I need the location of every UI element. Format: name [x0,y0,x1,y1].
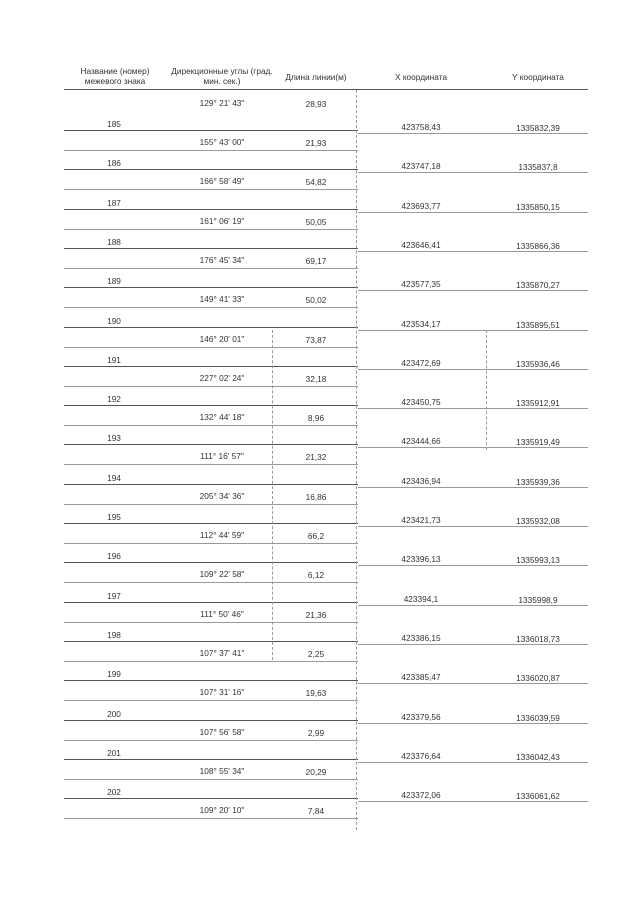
segment-angle: 166° 58' 49" [199,176,245,187]
point-x-coordinate: 423747,18 [401,161,441,172]
segment-separator [64,307,358,308]
segment-length: 21,93 [305,138,327,148]
segment-separator [64,779,358,780]
segment-length: 2,25 [307,648,325,659]
row-separator-right [358,565,588,566]
row-separator-right [358,133,588,134]
point-name: 189 [107,276,121,287]
row-separator-right [358,762,588,763]
header-length: Длина линии(м) [285,72,347,82]
row-separator-right [358,369,588,370]
segment-length: 21,32 [305,452,327,463]
column-divider-angle-length [272,330,273,660]
point-name: 197 [107,590,121,601]
point-y-coordinate: 1336020,87 [516,673,560,684]
point-name: 199 [107,669,121,680]
row-separator-right [358,487,588,488]
first-segment-angle: 129° 21' 43" [199,98,245,108]
point-y-coordinate: 1336042,43 [516,751,560,762]
row-separator-left [64,248,358,249]
segment-length: 8,96 [307,413,325,424]
segment-separator [64,700,358,701]
segment-separator [64,622,358,623]
segment-angle: 108° 55' 34" [199,765,245,776]
segment-length: 50,05 [305,216,327,227]
segment-angle: 149° 41' 33" [199,294,245,305]
row-separator-right [358,526,588,527]
point-x-coordinate: 423758,43 [401,122,441,132]
segment-separator [64,464,358,465]
row-separator-right [358,212,588,213]
segment-length: 66,2 [307,531,325,541]
point-x-coordinate: 423646,41 [401,239,441,250]
point-x-coordinate: 423450,75 [401,397,441,408]
point-x-coordinate: 423472,69 [401,357,441,368]
row-separator-left [64,523,358,524]
segment-separator [64,543,358,544]
segment-length: 20,29 [305,766,327,777]
point-y-coordinate: 1335895,51 [516,319,560,330]
row-separator-left [64,209,358,210]
point-y-coordinate: 1335850,15 [516,201,560,212]
point-x-coordinate: 423577,35 [401,279,441,290]
row-separator-right [358,644,588,645]
segment-angle: 109° 22' 58" [199,569,245,580]
segment-separator [64,347,358,348]
row-separator-left [64,680,358,681]
row-separator-right [358,172,588,173]
point-name: 187 [107,197,121,208]
segment-length: 73,87 [305,334,327,345]
point-name: 193 [107,433,121,444]
point-name: 190 [107,315,121,326]
segment-angle: 111° 16' 57" [200,451,244,462]
point-name: 188 [107,236,121,247]
segment-length: 69,17 [305,255,327,266]
row-separator-left [64,798,358,799]
row-separator-right [358,605,588,606]
point-y-coordinate: 1335936,46 [516,358,560,369]
point-name: 198 [107,629,121,640]
segment-length: 2,99 [307,727,325,738]
segment-separator [64,582,358,583]
point-x-coordinate: 423394,1 [403,593,439,604]
row-separator-left [64,484,358,485]
segment-angle: 107° 31' 16" [199,687,245,698]
segment-length: 32,18 [305,373,327,384]
point-name: 185 [107,119,121,129]
segment-angle: 109° 20' 10" [199,805,245,816]
segment-angle: 111° 50' 46" [200,608,244,619]
column-divider-x-y [486,330,487,450]
point-x-coordinate: 423379,56 [401,711,441,722]
point-y-coordinate: 1335912,91 [516,398,560,409]
row-separator-left [64,130,358,131]
row-separator-right [358,723,588,724]
point-y-coordinate: 1335866,36 [516,240,560,251]
point-y-coordinate: 1335998,9 [518,594,558,605]
segment-length: 50,02 [305,295,327,306]
segment-separator [64,504,358,505]
point-name: 192 [107,394,121,405]
row-separator-left [64,366,358,367]
point-y-coordinate: 1336018,73 [516,633,560,644]
row-separator-left [64,287,358,288]
segment-length: 54,82 [305,177,327,188]
point-x-coordinate: 423534,17 [401,318,441,329]
row-separator-left [64,327,358,328]
row-separator-right [358,447,588,448]
segment-separator [64,740,358,741]
row-separator-right [358,408,588,409]
point-y-coordinate: 1336039,59 [516,712,560,723]
point-x-coordinate: 423385,47 [401,672,441,683]
point-x-coordinate: 423444,66 [401,436,441,447]
point-x-coordinate: 423372,06 [401,790,441,801]
segment-length: 19,63 [305,688,327,699]
row-separator-right [358,251,588,252]
point-name: 195 [107,512,121,522]
segment-separator [64,189,358,190]
point-name: 202 [107,787,121,798]
point-y-coordinate: 1335932,08 [516,516,560,526]
segment-length: 6,12 [307,570,325,581]
point-x-coordinate: 423436,94 [401,475,441,486]
segment-separator [64,818,358,819]
first-segment-length: 28,93 [305,99,327,109]
row-separator-left [64,720,358,721]
segment-length: 16,86 [305,491,327,502]
point-name: 201 [107,747,121,758]
segment-separator [64,425,358,426]
header-y: Y координата [512,72,564,82]
row-separator-left [64,169,358,170]
point-x-coordinate: 423396,13 [401,554,441,565]
segment-separator [64,229,358,230]
row-separator-left [64,641,358,642]
point-y-coordinate: 1335832,39 [516,123,560,133]
header-angle: Дирекционные углы (град. мин. сек.) [171,66,273,86]
header-x: X координата [394,72,448,82]
row-separator-left [64,759,358,760]
point-name: 194 [107,472,121,483]
segment-angle: 107° 56' 58" [199,726,245,737]
segment-angle: 107° 37' 41" [199,647,245,658]
segment-angle: 132° 44' 18" [199,412,245,423]
point-y-coordinate: 1335837,8 [518,162,558,173]
row-separator-left [64,405,358,406]
segment-angle: 161° 06' 19" [199,215,245,226]
segment-length: 7,84 [307,806,325,817]
point-x-coordinate: 423386,15 [401,632,441,643]
point-name: 200 [107,708,121,719]
segment-angle: 205° 34' 36" [199,490,245,501]
point-name: 186 [107,158,121,169]
point-x-coordinate: 423693,77 [401,200,441,211]
point-y-coordinate: 1336061,62 [516,791,560,802]
segment-angle: 155° 43' 00" [199,137,245,147]
row-separator-right [358,330,588,331]
header-name: Название (номер) межевого знака [80,66,150,86]
point-y-coordinate: 1335919,49 [516,437,560,448]
segment-separator [64,661,358,662]
column-divider-length-x [356,90,357,830]
point-y-coordinate: 1335939,36 [516,476,560,487]
segment-length: 21,36 [305,609,327,620]
row-separator-left [64,602,358,603]
segment-angle: 227° 02' 24" [199,372,245,383]
segment-separator [64,386,358,387]
header-bottom-border [64,89,588,90]
segment-separator [64,150,358,151]
segment-separator [64,268,358,269]
segment-angle: 146° 20' 01" [199,333,245,344]
row-separator-left [64,562,358,563]
point-name: 196 [107,551,121,562]
row-separator-right [358,290,588,291]
segment-angle: 176° 45' 34" [199,254,245,265]
row-separator-right [358,683,588,684]
point-x-coordinate: 423421,73 [401,515,441,525]
point-y-coordinate: 1335993,13 [516,555,560,566]
point-y-coordinate: 1335870,27 [516,280,560,291]
point-x-coordinate: 423376,64 [401,750,441,761]
row-separator-left [64,444,358,445]
row-separator-right [358,801,588,802]
segment-angle: 112° 44' 59" [199,530,245,540]
point-name: 191 [107,354,121,365]
